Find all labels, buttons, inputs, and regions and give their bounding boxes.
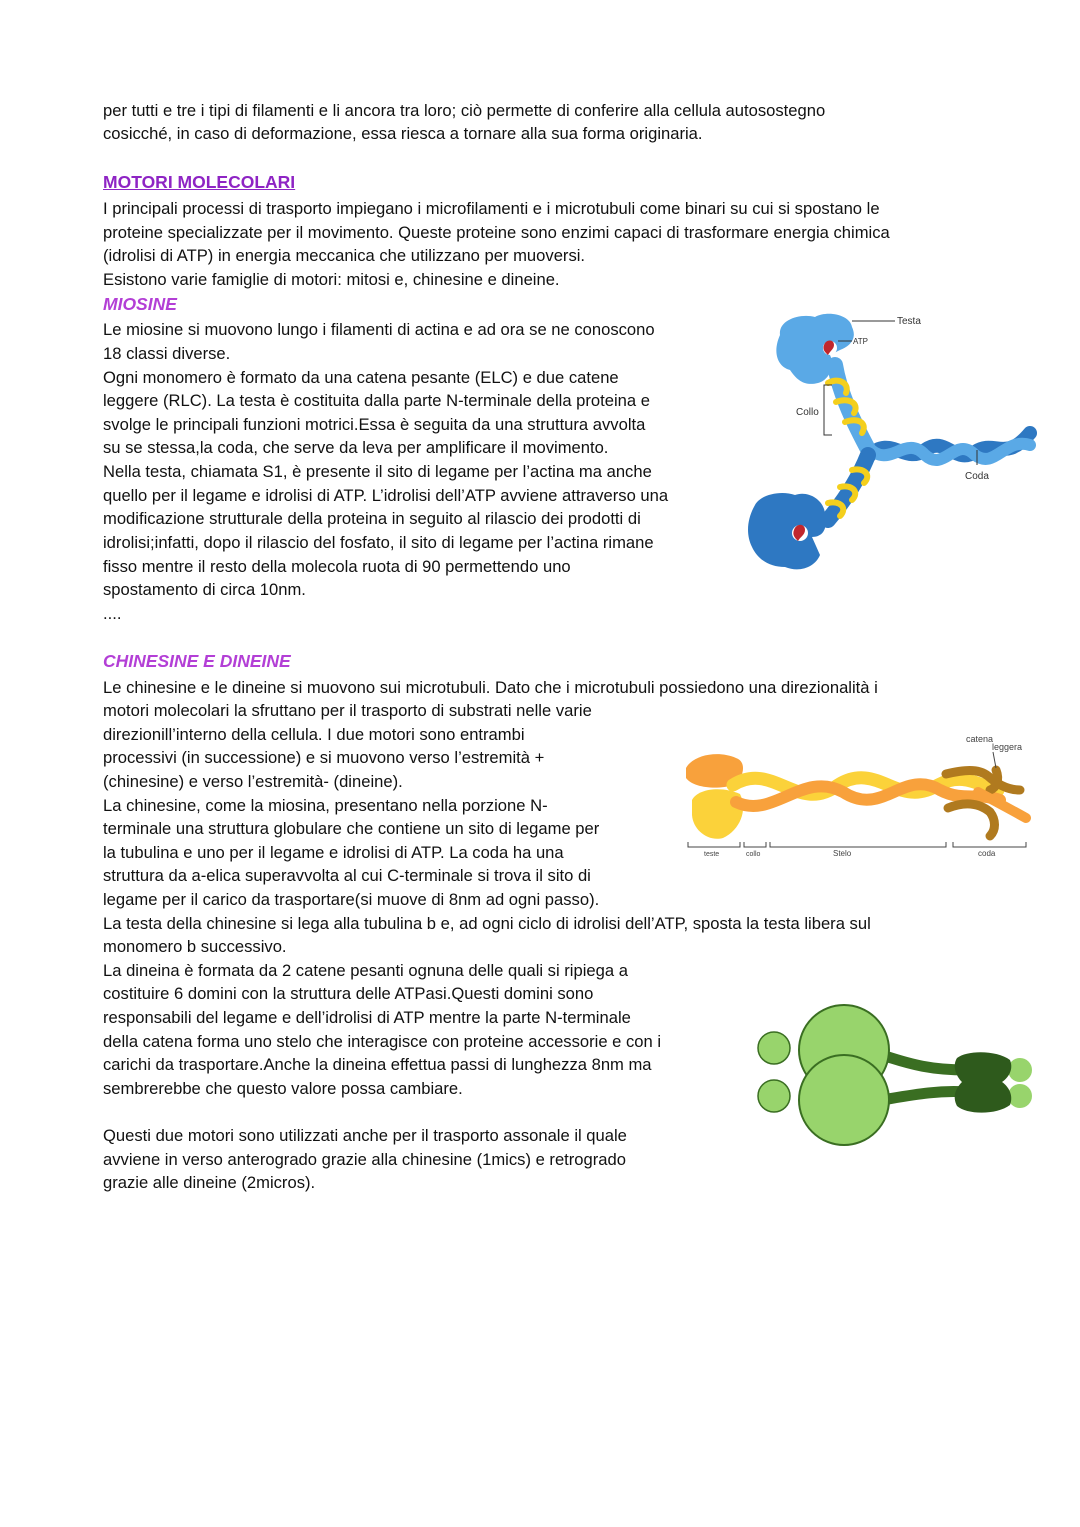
chinesine-line: monomero b successivo. [103, 937, 287, 956]
intro-line: per tutti e tre i tipi di filamenti e li ancora tra loro; ciò permette di conferire alla cellula autosostegno [103, 101, 826, 120]
dynein-diagram-svg [752, 1000, 1037, 1150]
miosine-line: quello per il legame e idrolisi di ATP. L’idrolisi dell’ATP avviene attraverso una [103, 486, 669, 505]
dynein-tail-light [1008, 1058, 1032, 1082]
chinesine-line: terminale una struttura globulare che contiene un sito di legame per [103, 819, 600, 838]
intro-line: cosicché, in caso di deformazione, essa riesca a tornare alla sua forma originaria. [103, 124, 703, 143]
label-leader [993, 752, 996, 768]
myosin-label-atp: ATP [853, 337, 868, 346]
chinesine-line: della catena forma uno stelo che interagisce con proteine accessorie e con i [103, 1032, 662, 1051]
kinesin-scale-bar [688, 842, 1026, 847]
chinesine-line: La dineina è formata da 2 catene pesanti ognuna delle quali si ripiega a [103, 961, 628, 980]
miosine-line: fisso mentre il resto della molecola ruota di 90 permettendo uno [103, 557, 571, 576]
chinesine-line: responsabili del legame e dell’idrolisi di ATP mentre la parte N-terminale [103, 1008, 631, 1027]
motori-line: proteine specializzate per il movimento. Queste proteine sono enzimi capaci di trasformare energia chimica [103, 223, 890, 242]
chinesine-line: Questi due motori sono utilizzati anche per il trasporto assonale il quale [103, 1126, 627, 1145]
miosine-line: spostamento di circa 10nm. [103, 580, 306, 599]
motori-line: Esistono varie famiglie di motori: mitosi e, chinesine e dineine. [103, 270, 560, 289]
kinesin-label-catena: catena [966, 734, 994, 744]
chinesine-line: (chinesine) e verso l’estremità- (dineine). [103, 772, 403, 791]
miosine-line: modificazione strutturale della proteina in seguito al rilascio dei prodotti di [103, 509, 641, 528]
myosin-lower-head [748, 493, 826, 569]
myosin-label-collo: Collo [796, 407, 819, 418]
kinesin-diagram-svg [678, 730, 1033, 860]
kinesin-label-coda: coda [978, 849, 996, 858]
miosine-line: Ogni monomero è formato da una catena pesante (ELC) e due catene [103, 368, 619, 387]
miosine-line: .... [103, 604, 122, 623]
heading-motori-molecolari: MOTORI MOLECOLARI [103, 172, 296, 192]
dynein-tail-dark [955, 1052, 1012, 1112]
dynein-tail-light [1008, 1084, 1032, 1108]
collo-bracket [824, 385, 832, 435]
miosine-line: idrolisi;infatti, dopo il rilascio del fosfato, il sito di legame per l’actina rimane [103, 533, 654, 552]
kinesin-diagram [678, 730, 1033, 860]
chinesine-line: processivi (in successione) e si muovono verso l’estremità + [103, 748, 545, 767]
chinesine-line: Le chinesine e le dineine si muovono sui microtubuli. Dato che i microtubuli possiedono una direzionalità i [103, 678, 878, 697]
kinesin-label-teste: teste [704, 851, 720, 858]
chinesine-line: direzionill’interno della cellula. I due motori sono entrambi [103, 725, 525, 744]
motori-line: (idrolisi di ATP) in energia meccanica che utilizzano per muoversi. [103, 246, 586, 265]
chinesine-line: La chinesine, come la miosina, presentano nella porzione N- [103, 796, 548, 815]
heading-miosine: MIOSINE [103, 294, 177, 314]
dynein-stalk [882, 1055, 967, 1070]
chinesine-line: La testa della chinesine si lega alla tubulina b e, ad ogni ciclo di idrolisi dell’ATP, sposta la testa libera sul [103, 914, 871, 933]
chinesine-line: legame per il carico da trasportare(si muove di 8nm ad ogni passo). [103, 890, 600, 909]
dynein-small-domain [758, 1080, 790, 1112]
chinesine-line: sembrerebbe che questo valore possa cambiare. [103, 1079, 463, 1098]
dynein-small-domain [758, 1032, 790, 1064]
chinesine-line: grazie alle dineine (2micros). [103, 1173, 316, 1192]
chinesine-line: avviene in verso anterogrado grazie alla chinesine (1mics) e retrogrado [103, 1150, 626, 1169]
myosin-tail [868, 433, 1030, 460]
miosine-line: 18 classi diverse. [103, 344, 231, 363]
miosine-line: Nella testa, chiamata S1, è presente il sito di legame per l’actina ma anche [103, 462, 652, 481]
chinesine-line: struttura da a-elica superavvolta al cui C-terminale si trova il sito di [103, 866, 591, 885]
kinesin-label-leggera: leggera [992, 742, 1023, 752]
miosine-line: Le miosine si muovono lungo i filamenti di actina e ad ora se ne conoscono [103, 320, 655, 339]
myosin-diagram-svg [740, 305, 1040, 580]
chinesine-line: carichi da trasportare.Anche la dineina effettua passi di lunghezza 8nm ma [103, 1055, 652, 1074]
heading-chinesine-dineine: CHINESINE E DINEINE [103, 651, 291, 671]
miosine-line: leggere (RLC). La testa è costituita dalla parte N-terminale della proteina e [103, 391, 650, 410]
myosin-label-coda: Coda [965, 471, 989, 482]
myosin-label-testa: Testa [897, 316, 921, 327]
kinesin-label-stelo: Stelo [833, 849, 852, 858]
dynein-motor-head [799, 1055, 889, 1145]
miosine-line: svolge le principali funzioni motrici.Essa è seguita da una struttura avvolta [103, 415, 646, 434]
kinesin-label-collo: collo [746, 851, 761, 858]
chinesine-line: costituire 6 domini con la struttura delle ATPasi.Questi domini sono [103, 984, 594, 1003]
motori-line: I principali processi di trasporto impiegano i microfilamenti e i microtubuli come binari su cui si spostano le [103, 199, 880, 218]
chinesine-line: motori molecolari la sfruttano per il trasporto di substrati nelle varie [103, 701, 592, 720]
dynein-stalk [882, 1092, 967, 1100]
dynein-diagram [752, 1000, 1037, 1150]
miosine-line: su se stessa,la coda, che serve da leva per amplificare il movimento. [103, 438, 609, 457]
myosin-diagram [740, 305, 1040, 580]
chinesine-line: la tubulina e uno per il legame e idrolisi di ATP. La coda ha una [103, 843, 564, 862]
kinesin-light-chain [948, 804, 995, 836]
